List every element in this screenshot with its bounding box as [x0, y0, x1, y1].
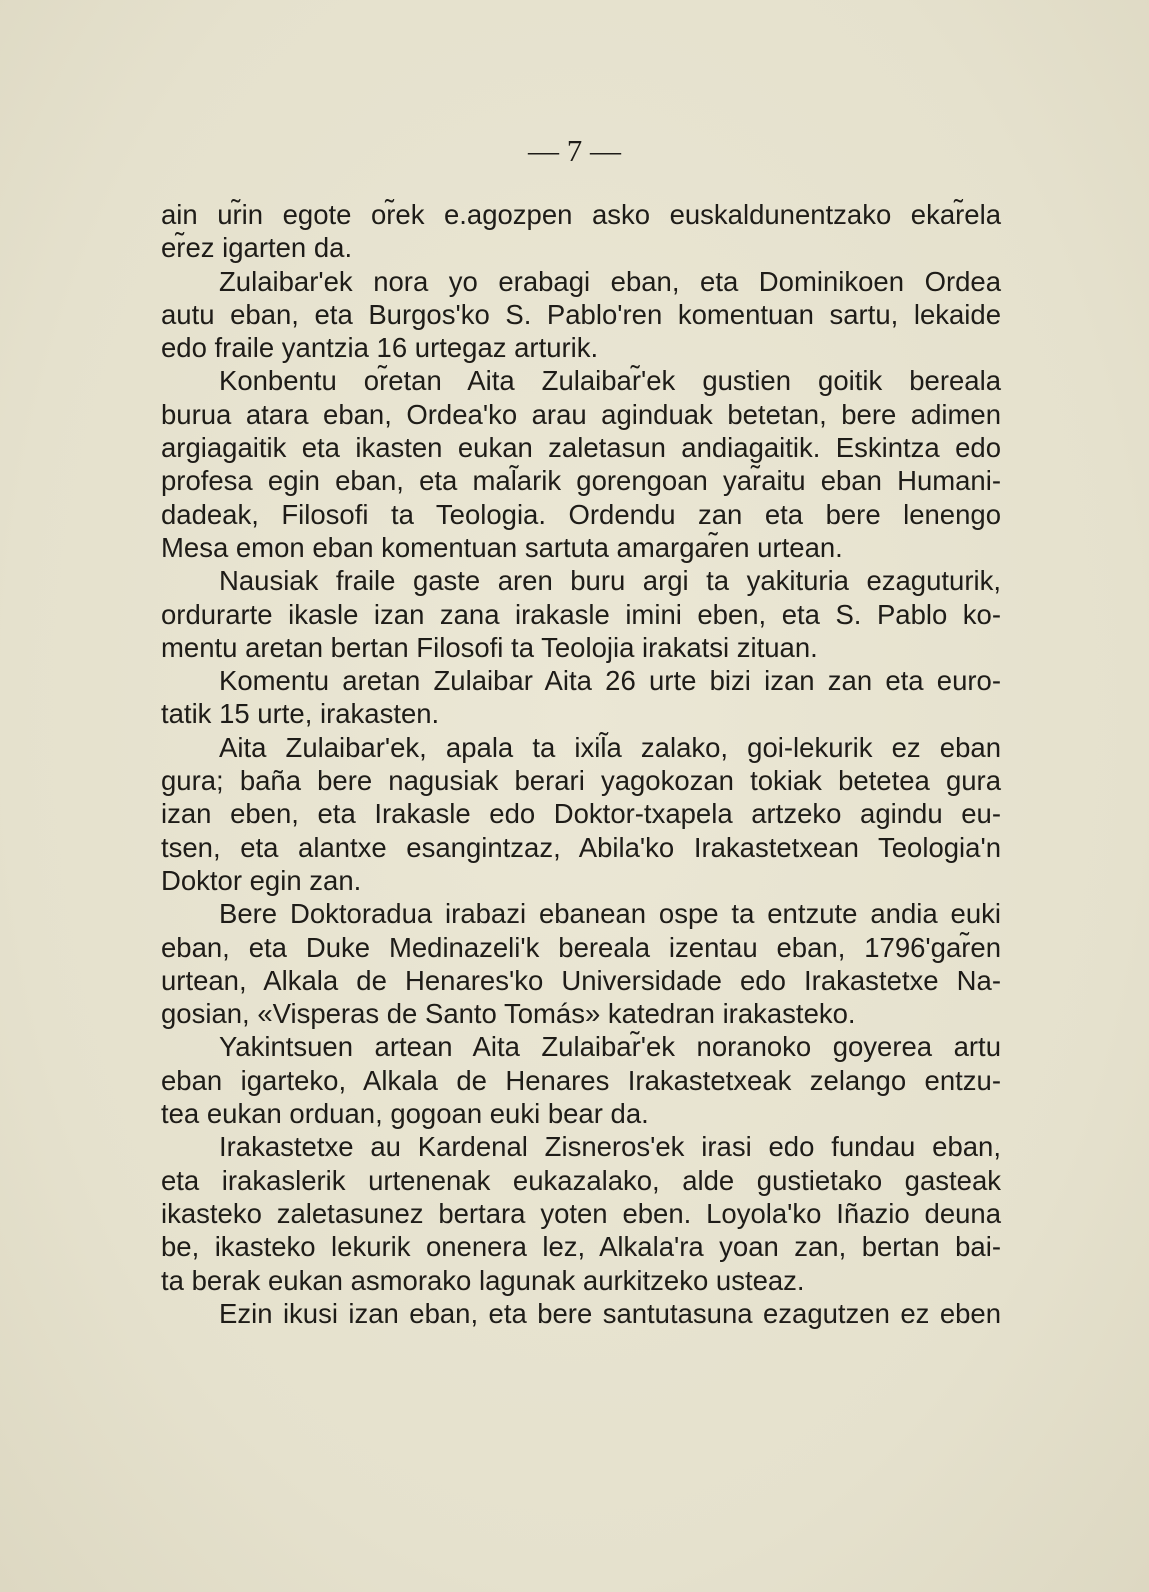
text-line: autu eban, eta Burgos'ko S. Pablo'ren komentuan sartu, lekaide — [161, 298, 1001, 330]
text-line: tatik 15 urte, irakasten. — [161, 698, 440, 730]
text-line: gura; baña bere nagusiak berari yagokozan tokiak betetea gura — [161, 765, 1001, 797]
text-line: tsen, eta alantxe esangintzaz, Abila'ko Irakastetxean Teologia'n — [161, 831, 1001, 863]
text-line: Yakintsuen artean Aita Zulaibar̃'ek noranoko goyerea artu — [219, 1031, 1001, 1063]
text-line: urtean, Alkala de Henares'ko Universidade edo Irakastetxe Na- — [161, 964, 1001, 996]
text-line: dadeak, Filosofi ta Teologia. Ordendu zan eta bere lenengo — [161, 498, 1001, 530]
text-line: Konbentu or̃etan Aita Zulaibar̃'ek gustien goitik bereala — [219, 365, 1001, 397]
text-line: Bere Doktoradua irabazi ebanean ospe ta entzute andia euki — [219, 898, 1001, 930]
text-line: Ezin ikusi izan eban, eta bere santutasuna ezagutzen ez eben — [219, 1297, 1001, 1329]
text-line: Mesa emon eban komentuan sartuta amargar̃en urtean. — [161, 531, 843, 563]
text-line: Nausiak fraile gaste aren buru argi ta yakituria ezaguturik, — [219, 565, 1001, 597]
text-line: Komentu aretan Zulaibar Aita 26 urte bizi izan zan eta euro- — [219, 665, 1001, 697]
text-line: er̃ez igarten da. — [161, 232, 353, 264]
text-line: profesa egin eban, eta mal̃arik gorengoan yar̃aitu eban Humani- — [161, 465, 1001, 497]
text-line: ain ur̃in egote or̃ek e.agozpen asko euskaldunentzako ekar̃ela — [161, 199, 1001, 230]
text-line: eban igarteko, Alkala de Henares Irakastetxeak zelango entzu- — [161, 1064, 1001, 1096]
body-text — [161, 198, 1001, 1330]
text-line: ta berak eukan asmorako lagunak aurkitzeko usteaz. — [161, 1264, 805, 1296]
page-number: — 7 — — [528, 133, 621, 168]
text-line: eta irakaslerik urtenenak eukazalako, alde gustietako gasteak — [161, 1164, 1001, 1196]
text-line: Irakastetxe au Kardenal Zisneros'ek irasi edo fundau eban, — [219, 1131, 1001, 1163]
text-line: edo fraile yantzia 16 urtegaz arturik. — [161, 332, 599, 364]
text-line: be, ikasteko lekurik onenera lez, Alkala'ra yoan zan, bertan bai- — [161, 1231, 1001, 1263]
text-line: Zulaibar'ek nora yo erabagi eban, eta Dominikoen Ordea — [219, 265, 1001, 297]
text-line: Doktor egin zan. — [161, 864, 362, 896]
text-line: eban, eta Duke Medinazeli'k bereala izentau eban, 1796'gar̃en — [161, 931, 1001, 963]
text-line: burua atara eban, Ordea'ko arau aginduak betetan, bere adimen — [161, 398, 1001, 430]
text-line: mentu aretan bertan Filosofi ta Teolojia irakatsi zituan. — [161, 631, 818, 663]
text-line: izan eben, eta Irakasle edo Doktor-txapela artzeko agindu eu- — [161, 798, 1001, 830]
text-line: Aita Zulaibar'ek, apala ta ixil̃a zalako, goi-lekurik ez eban — [219, 731, 1001, 763]
text-line: ikasteko zaletasunez bertara yoten eben. Loyola'ko Iñazio deuna — [161, 1197, 1001, 1229]
text-line: tea eukan orduan, gogoan euki bear da. — [161, 1098, 649, 1130]
text-line: ordurarte ikasle izan zana irakasle imini eben, eta S. Pablo ko- — [161, 598, 1001, 630]
text-line: argiagaitik eta ikasten eukan zaletasun andiagaitik. Eskintza edo — [161, 432, 1001, 464]
text-line: gosian, «Visperas de Santo Tomás» katedran irakasteko. — [161, 998, 856, 1030]
